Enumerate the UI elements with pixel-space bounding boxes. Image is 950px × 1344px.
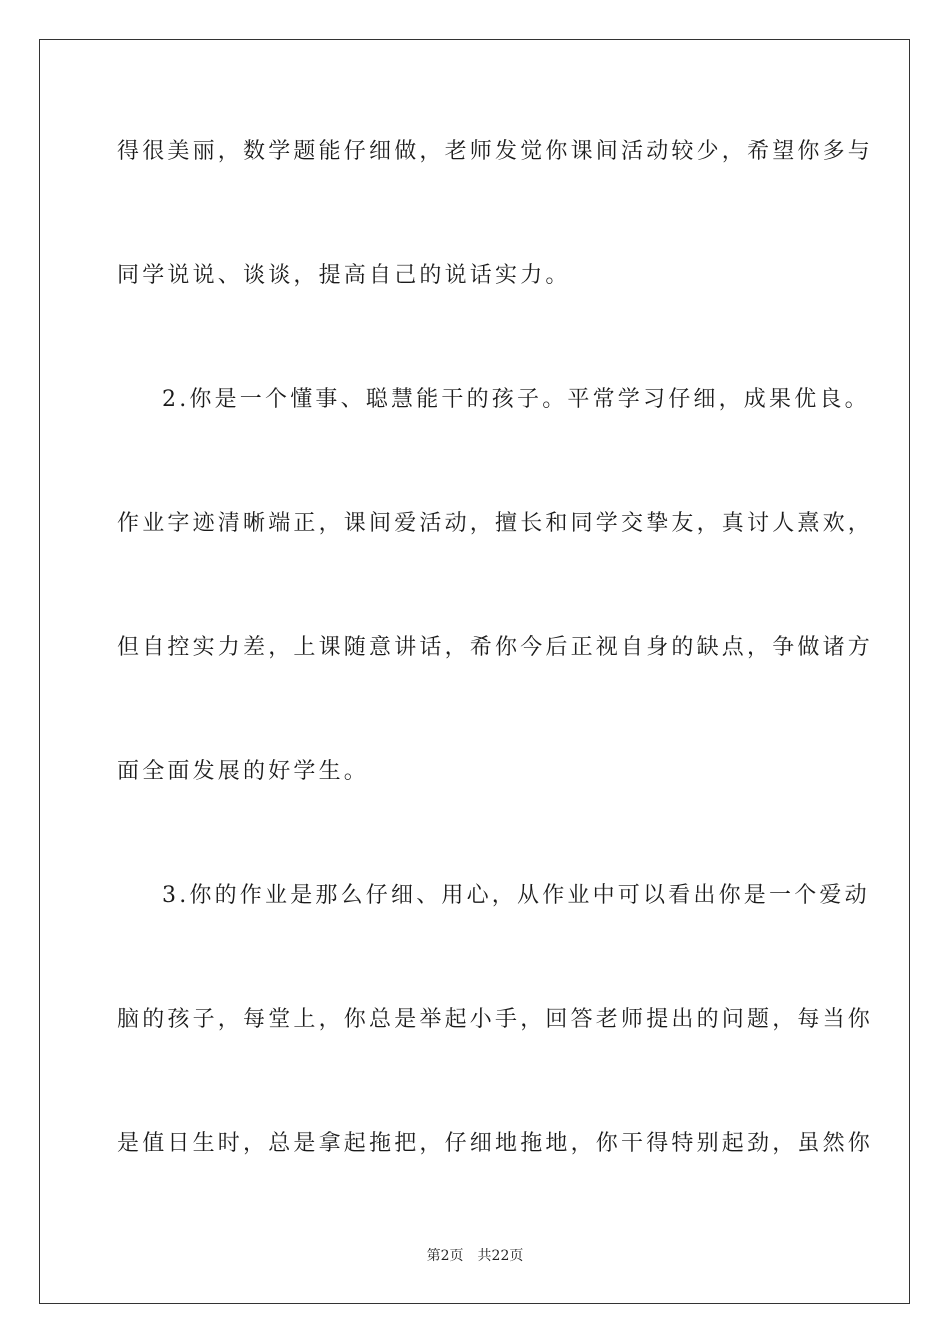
text-line: 是值日生时，总是拿起拖把，仔细地拖地，你干得特别起劲，虽然你	[117, 1131, 874, 1156]
text-line: 脑的孩子，每堂上，你总是举起小手，回答老师提出的问题，每当你	[117, 1007, 874, 1032]
page-frame	[39, 39, 910, 1304]
text-line: 同学说说、谈谈，提高自己的说话实力。	[117, 263, 571, 288]
page-total: 共22页	[477, 1248, 524, 1264]
text-line: 得很美丽，数学题能仔细做，老师发觉你课间活动较少，希望你多与	[117, 139, 874, 164]
page-number: 第2页	[426, 1248, 464, 1264]
text-line: 作业字迹清晰端正，课间爱活动，擅长和同学交挚友，真讨人熹欢，	[117, 511, 874, 536]
paragraph-start-line: 2.你是一个懂事、聪慧能干的孩子。平常学习仔细，成果优良。	[162, 387, 870, 412]
text-line: 但自控实力差，上课随意讲话，希你今后正视自身的缺点，争做诸方	[117, 635, 874, 660]
page-footer	[0, 1246, 950, 1266]
paragraph-start-line: 3.你的作业是那么仔细、用心，从作业中可以看出你是一个爱动	[162, 883, 870, 908]
text-line: 面全面发展的好学生。	[117, 759, 370, 784]
